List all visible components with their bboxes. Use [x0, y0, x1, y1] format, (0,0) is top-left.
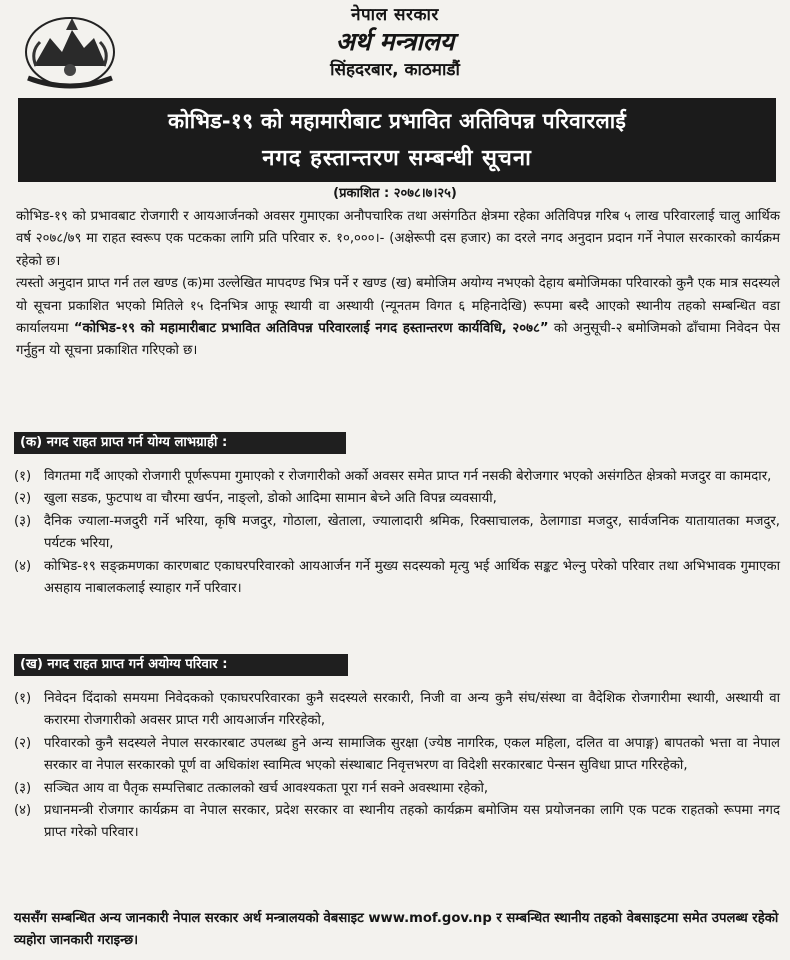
section-a-heading: (क) नगद राहत प्राप्त गर्न योग्य लाभग्राही :	[14, 432, 346, 454]
item-text: प्रधानमन्त्री रोजगार कार्यक्रम वा नेपाल सरकार, प्रदेश सरकार वा स्थानीय तहको कार्यक्रम बमोजिम यस प्रयोजनका लागि एक पटक राहतको रूपमा नगद प्राप्त गरेको परिवार।	[44, 803, 780, 841]
letterhead	[0, 4, 790, 82]
list-item	[14, 511, 780, 556]
item-number: (२)	[14, 735, 32, 751]
item-number: (३)	[14, 513, 32, 529]
item-number: (४)	[14, 803, 32, 819]
office-location: सिंहदरबार, काठमाडौं	[330, 60, 460, 80]
list-item	[14, 488, 780, 510]
intro-paragraph-2	[16, 273, 780, 363]
item-text: परिवारको कुनै सदस्यले नेपाल सरकारबाट उपलब्ध हुने अन्य सामाजिक सुरक्षा (ज्येष्ठ नागरिक, एकल महिला, दलित वा अपाङ्ग) बापतको भत्ता वा नेपाल सरकार वा नेपाल सरकारको पूर्ण वा अधिकांश स्वामित्व भएको संस्थाबाट निवृत्तभरण वा विदेशी सरकारबाट पेन्सन सुविधा प्राप्त गरिरहेको,	[44, 735, 780, 774]
intro-paragraph-2-part-a: त्यस्तो अनुदान प्राप्त गर्न तल खण्ड (क)मा उल्लेखित मापदण्ड भित्र पर्ने र खण्ड (ख) बमोजिम अयोग्य नभएको देहाय बमोजिमका परिवारको कुनै एक मात्र सदस्यले यो सूचना प्रकाशित भएको मितिले १५ दिनभित्र आफू स्थायी वा अस्थायी (न्यूनतम विगत ६ महिनादेखि) रूपमा बस्दै आएको स्थानीय तहको सम्बन्धित वडा कार्यालयमा	[16, 276, 780, 337]
item-text: सञ्चित आय वा पैतृक सम्पत्तिबाट तत्कालको खर्च आवश्यकता पूरा गर्न सक्ने अवस्थामा रहेको,	[44, 780, 489, 796]
procedure-title: “कोभिड-१९ को महामारीबाट प्रभावित अतिविपन्न परिवारलाई नगद हस्तान्तरण कार्यविधि, २०७८”	[73, 321, 549, 337]
list-item	[14, 800, 780, 845]
item-text: दैनिक ज्याला-मजदुरी गर्ने भरिया, कृषि मजदुर, गोठाला, खेताला, ज्यालादारी श्रमिक, रिक्साचालक, ठेलागाडा मजदुर, सार्वजनिक यातायातका मजदुर, पर्यटक भरिया,	[44, 513, 780, 552]
notice-title-banner	[18, 98, 776, 182]
list-item	[14, 733, 780, 778]
item-number: (४)	[14, 558, 32, 574]
footer-note: यससँग सम्बन्धित अन्य जानकारी नेपाल सरकार अर्थ मन्त्रालयको वेबसाइट www.mof.gov.np र सम्बन्धित स्थानीय तहको वेबसाइटमा समेत उपलब्ध रहेको व्यहोरा जानकारी गराइन्छ।	[14, 911, 779, 949]
list-item	[14, 688, 780, 733]
government-name: नेपाल सरकार	[351, 5, 439, 25]
item-number: (१)	[14, 469, 32, 484]
section-b-list	[14, 688, 780, 845]
item-number: (३)	[14, 780, 32, 796]
item-number: (२)	[14, 491, 32, 507]
item-text: कोभिड-१९ सङ्क्रमणका कारणबाट एकाघरपरिवारको आयआर्जन गर्ने मुख्य सदस्यको मृत्यु भई आर्थिक सङ्कट भेल्नु परेको परिवार तथा अभिभावक गुमाएका असहाय नाबालकलाई स्याहार गर्ने परिवार।	[44, 558, 780, 597]
item-text: विगतमा गर्दै आएको रोजगारी पूर्णरूपमा गुमाएको र रोजगारीको अर्को अवसर समेत प्राप्त गर्न नसकी बेरोजगार भएको असंगठित क्षेत्रको मजदुर वा कामदार,	[44, 469, 772, 484]
intro-paragraph-2-part-b: को अनुसूची-२ बमोजिमको ढाँचामा निवेदन पेस गर्नुहुन यो सूचना प्रकाशित गरिएको छ।	[16, 321, 780, 359]
list-item	[14, 466, 780, 488]
ministry-name: अर्थ मन्त्रालय	[335, 27, 455, 56]
section-a-list	[14, 466, 780, 600]
notice-title-line-1: कोभिड-१९ को महामारीबाट प्रभावित अतिविपन्न परिवारलाई	[167, 109, 627, 133]
intro-section	[16, 206, 780, 363]
item-number: (१)	[14, 691, 32, 706]
intro-paragraph-1: कोभिड-१९ को प्रभावबाट रोजगारी र आयआर्जनको अवसर गुमाएका अनौपचारिक तथा असंगठित क्षेत्रमा रहेका अतिविपन्न गरिब ५ लाख परिवारलाई चालु आर्थिक वर्ष २०७८/७९ मा राहत स्वरूप एक पटकका लागि प्रति परिवार रु. १०,०००।- (अक्षेरूपी दस हजार) का दरले नगद अनुदान प्रदान गर्ने नेपाल सरकारको कार्यक्रम रहेको छ।	[16, 209, 780, 269]
item-text: निवेदन दिंदाको समयमा निवेदकको एकाघरपरिवारका कुनै सदस्यले सरकारी, निजी वा अन्य कुनै संघ/संस्था वा वैदेशिक रोजगारीमा स्थायी, अस्थायी वा करारमा रोजगारीको अवसर प्राप्त गरी आयआर्जन गरिरहेको,	[44, 691, 780, 729]
list-item	[14, 556, 780, 601]
section-b-heading: (ख) नगद राहत प्राप्त गर्न अयोग्य परिवार :	[14, 654, 348, 676]
item-text: खुला सडक, फुटपाथ वा चौरमा खर्पन, नाङ्लो, डोको आदिमा सामान बेच्ने अति विपन्न व्यवसायी,	[44, 491, 497, 507]
list-item	[14, 778, 780, 800]
publication-date: (प्रकाशित : २०७८।७।२५)	[333, 186, 457, 201]
notice-title-line-2: नगद हस्तान्तरण सम्बन्धी सूचना	[262, 146, 532, 171]
